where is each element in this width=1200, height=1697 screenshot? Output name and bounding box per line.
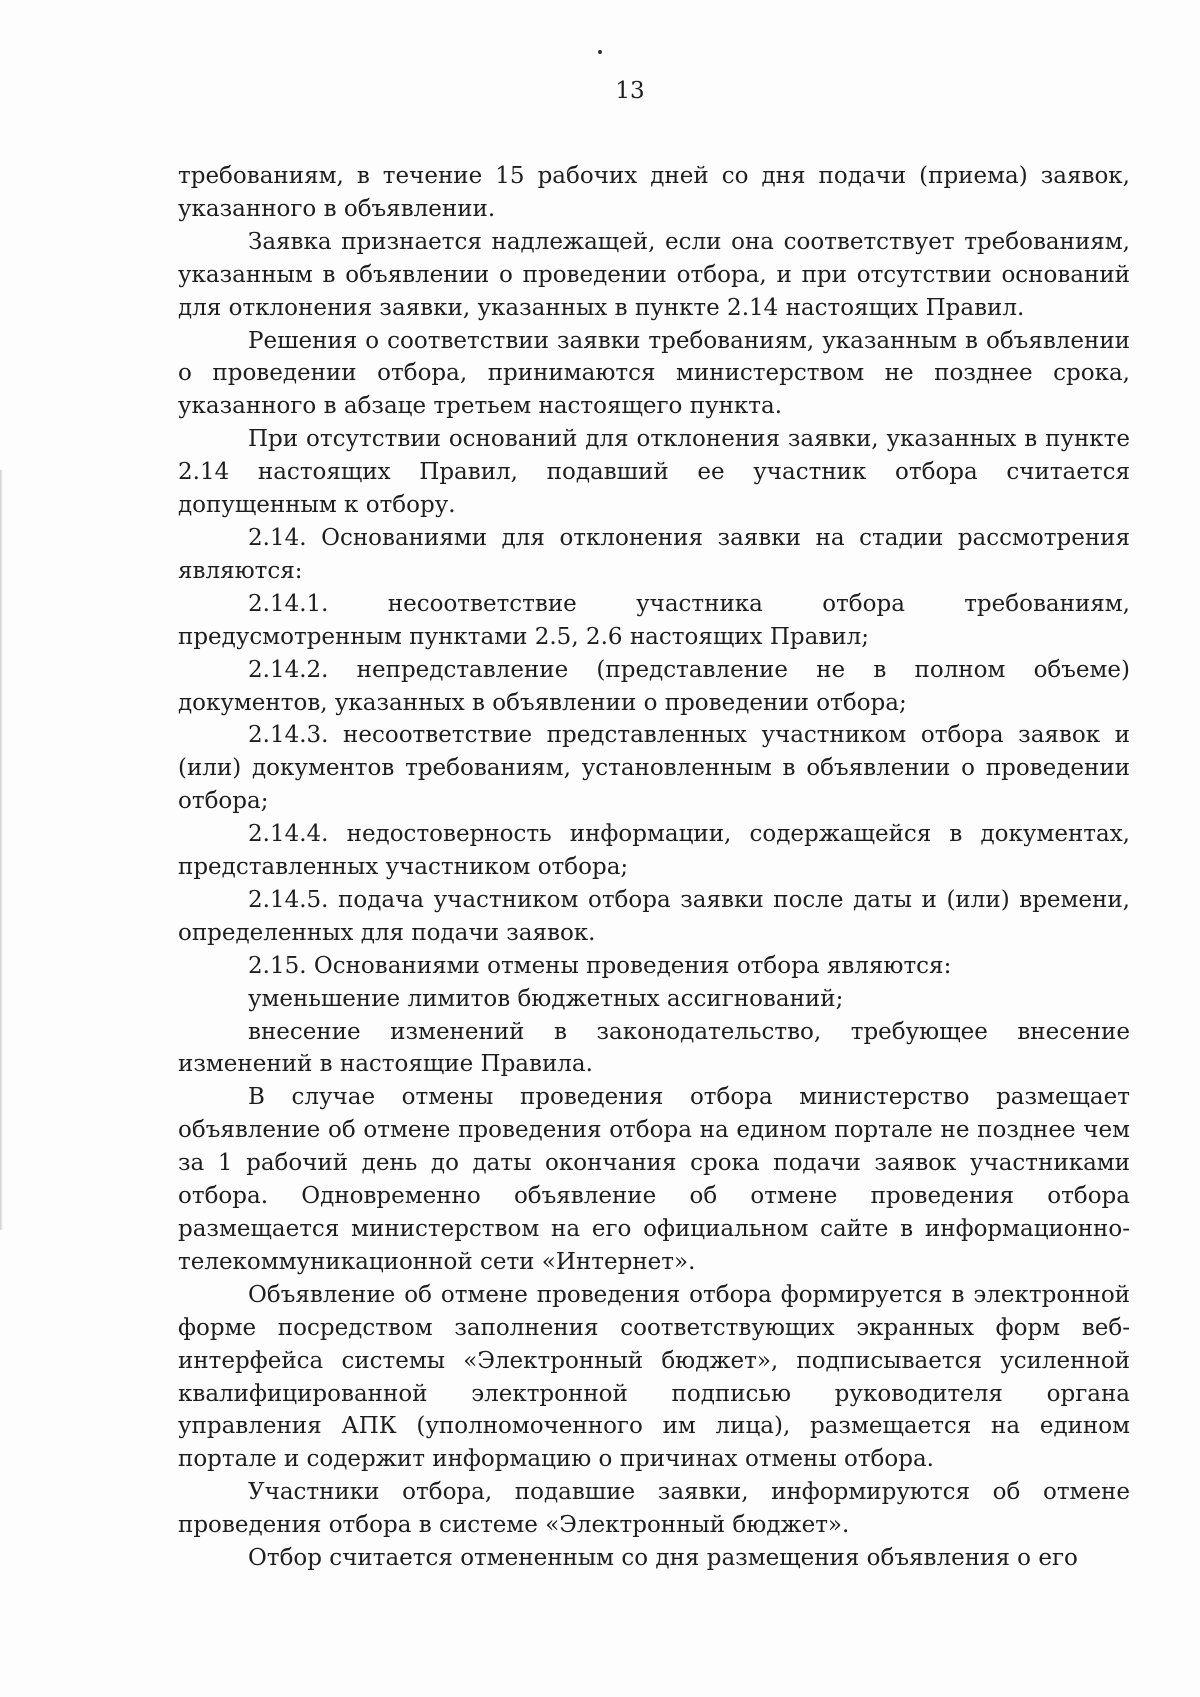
paragraph: Решения о соответствии заявки требованиям, указанным в объявлении о проведении отбора, принимаются министерством не позднее срока, указанного в абзаце третьем настоящего пункта. — [178, 327, 1130, 420]
scan-speck — [598, 50, 602, 54]
paragraph: 2.14.4. недостоверность информации, содержащейся в документах, представленных участником отбора; — [178, 821, 1130, 881]
paragraph: Заявка признается надлежащей, если она соответствует требованиям, указанным в объявлении о проведении отбора, и при отсутствии оснований для отклонения заявки, указанных в пункте 2.14 настоящих Правил. — [178, 228, 1130, 321]
paragraph: уменьшение лимитов бюджетных ассигнований; — [248, 985, 844, 1012]
paragraph: требованиям, в течение 15 рабочих дней со дня подачи (приема) заявок, указанного в объявлении. — [178, 163, 1130, 222]
page-number: 13 — [615, 78, 645, 104]
paragraph: В случае отмены проведения отбора министерство размещает объявление об отмене проведения отбора на едином портале не позднее чем за 1 рабочий день до даты окончания срока подачи заявок участниками отбора. Одновременно объявление об отмене проведения отбора размещается министерством на его официальном сайте в информационно-телекоммуникационной сети «Интернет». — [178, 1084, 1130, 1275]
scan-edge-shadow — [0, 470, 3, 1230]
paragraph: 2.14.2. непредставление (представление не в полном объеме) документов, указанных в объявлении о проведении отбора; — [178, 656, 1130, 716]
paragraph: 2.14.1. несоответствие участника отбора требованиям, предусмотренным пунктами 2.5, 2.6 настоящих Правил; — [178, 590, 1130, 650]
paragraph: 2.14.5. подача участником отбора заявки после даты и (или) времени, определенных для подачи заявок. — [178, 886, 1130, 946]
paragraph: 2.14. Основаниями для отклонения заявки на стадии рассмотрения являются: — [178, 524, 1130, 584]
paragraph: 2.14.3. несоответствие представленных участником отбора заявок и (или) документов требованиям, установленным в объявлении о проведении отбора; — [178, 722, 1130, 815]
document-body — [178, 160, 1130, 1575]
paragraph: При отсутствии оснований для отклонения заявки, указанных в пункте 2.14 настоящих Правил, подавший ее участник отбора считается допущенным к отбору. — [178, 426, 1130, 519]
paragraph: 2.15. Основаниями отмены проведения отбора являются: — [248, 952, 952, 979]
paragraph: Отбор считается отмененным со дня размещения объявления о его — [248, 1545, 1078, 1572]
paragraph: Участники отбора, подавшие заявки, информируются об отмене проведения отбора в системе «Электронный бюджет». — [178, 1479, 1130, 1539]
paragraph: Объявление об отмене проведения отбора формируется в электронной форме посредством заполнения соответствующих экранных форм веб-интерфейса системы «Электронный бюджет», подписывается усиленной квалифицированной электронной подписью руководителя органа управления АПК (уполномоченного им лица), размещается на едином портале и содержит информацию о причинах отмены отбора. — [178, 1281, 1130, 1473]
paragraph: внесение изменений в законодательство, требующее внесение изменений в настоящие Правила. — [178, 1018, 1130, 1078]
